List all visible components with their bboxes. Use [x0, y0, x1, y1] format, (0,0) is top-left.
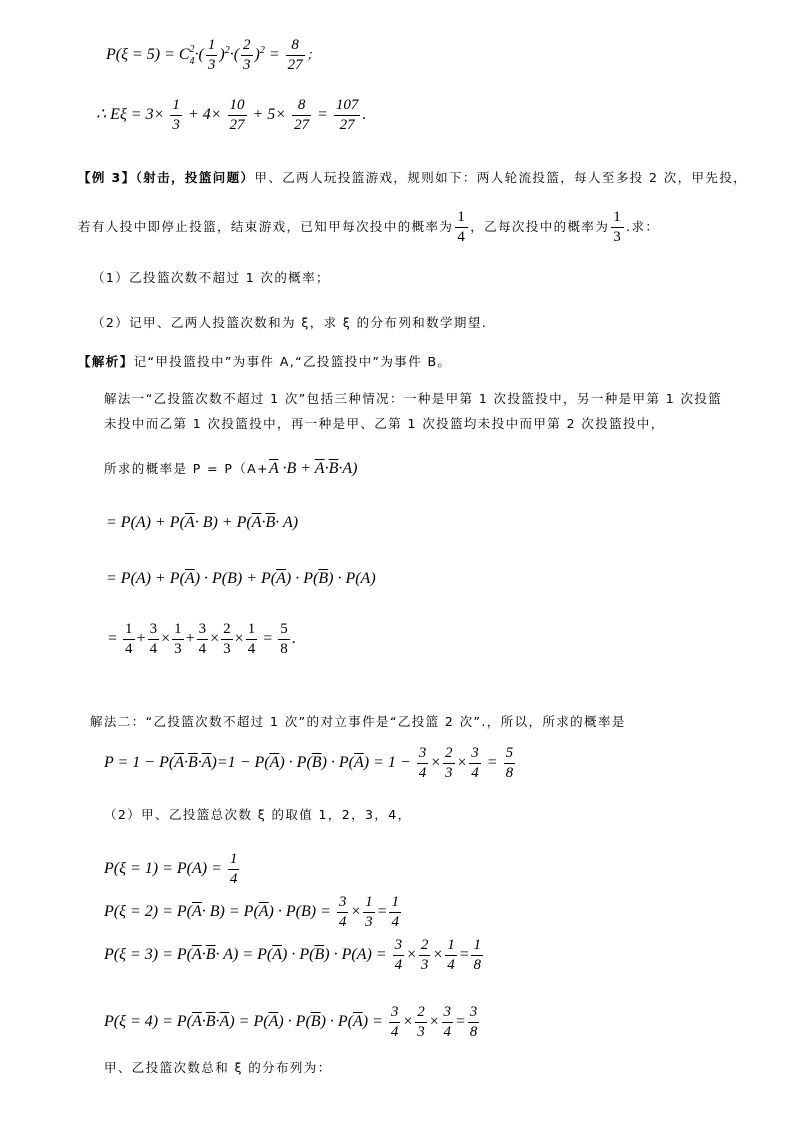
distribution-4: $P(\xi = 4) = P(\overline{A}\cdot\overline{B}\cdot\overline{A}) = P(\overline{A}) \cdot P(\overline{B}) \cdot P(\overline{A})$ = $\frac{3}{4}$ × $\frac{2}{3}$ × $\frac{3}{4}$ = $\frac{3}{8}$ [104, 1004, 478, 1040]
question-1: （1）乙投篮次数不超过 1 次的概率； [92, 270, 330, 285]
distribution-1: P(ξ = 1) = P(A) = $\frac{1}{4}$ [104, 851, 238, 887]
example-topic: （射击，投篮问题） [135, 170, 255, 185]
distribution-2: $P(\xi = 2) = P(\overline{A}\cdot B) = P(\overline{A}) \cdot P(B)$ = $\frac{3}{4}$ × $\frac{1}{3}$ = $\frac{1}{4}$ [104, 894, 399, 930]
step-3: = $\frac{1}{4}$ + $\frac{3}{4}$ × $\frac{1}{3}$ + $\frac{3}{4}$ × $\frac{2}{3}$ × $\frac{1}{4}$ = $\frac{5}{8}$ . [108, 621, 296, 657]
method-1-line-2: 未投中而乙第 1 次投篮投中，再一种是甲、乙第 1 次投篮均未投中而甲第 2 次投篮投中， [104, 416, 665, 431]
question-2: （2）记甲、乙两人投篮次数和为 ξ，求 ξ 的分布列和数学期望. [92, 315, 488, 330]
formula-expectation: ∴ Eξ = 3× $\frac{1}{3}$ + 4× $\frac{10}{27}$ + 5× $\frac{8}{27}$ = $\frac{107}{27}$ . [96, 97, 367, 133]
probability-expression: 所求的概率是 $P = P(A+\overline{A} \cdot B + \overline{A}\cdot\overline{B}\cdot A)$ [104, 460, 358, 477]
solution-intro: 【解析】记“甲投篮投中”为事件 A,“乙投篮投中”为事件 B。 [78, 354, 452, 369]
example-text-2: 若有人投中即停止投篮，结束游戏，已知甲每次投中的概率为 $\frac{1}{4}$ ，乙每次投中的概率为 $\frac{1}{3}$ .求： [78, 209, 660, 245]
example-heading [78, 168, 747, 186]
example-tag: 【例 3】 [78, 170, 136, 185]
distribution-table-caption: 甲、乙投篮次数总和 ξ 的分布列为： [104, 1060, 332, 1075]
step-1: = $P(A) + P(\overline{A}\cdot B) + P(\overline{A}\cdot\overline{B}\cdot A)$ [106, 514, 299, 531]
method-2-formula: $P = 1 - P(\overline{A}\cdot\overline{B}\cdot\overline{A})=1 - P(\overline{A}) \cdot P(\overline{B}) \cdot P(\overline{A}) = 1$ − $\frac{3}{4}$ × $\frac{2}{3}$ × $\frac{3}{4}$ = $\frac{5}{8}$ [104, 745, 514, 781]
step-2: = $P(A) + P(\overline{A}) \cdot P(B) + P(\overline{A}) \cdot P(\overline{B}) \cdot P(A)$ [106, 570, 376, 587]
solution-tag: 【解析】 [78, 354, 134, 369]
formula-p-xi-5: P(ξ = 5) = C2 4·( $\frac{1}{3}$ )$^2$·( $\frac{2}{3}$ )$^2$ = $\frac{8}{27}$ ； [106, 37, 321, 73]
part-2-intro: （2）甲、乙投篮总次数 ξ 的取值 1，2，3，4， [104, 807, 412, 822]
example-text-1: 甲、乙两人玩投篮游戏，规则如下：两人轮流投篮，每人至多投 2 次，甲先投， [254, 170, 748, 185]
method-2-intro: 解法二：“乙投篮次数不超过 1 次”的对立事件是“乙投篮 2 次”.，所以，所求的概率是 [90, 714, 626, 729]
distribution-3: $P(\xi = 3) = P(\overline{A}\cdot\overline{B}\cdot A) = P(\overline{A}) \cdot P(\overline{B}) \cdot P(A)$ = $\frac{3}{4}$ × $\frac{2}{3}$ × $\frac{1}{4}$ = $\frac{1}{8}$ [104, 937, 481, 973]
method-1-line-1: 解法一“乙投篮次数不超过 1 次”包括三种情况：一种是甲第 1 次投篮投中，另一种是甲第 1 次投篮 [104, 391, 723, 406]
